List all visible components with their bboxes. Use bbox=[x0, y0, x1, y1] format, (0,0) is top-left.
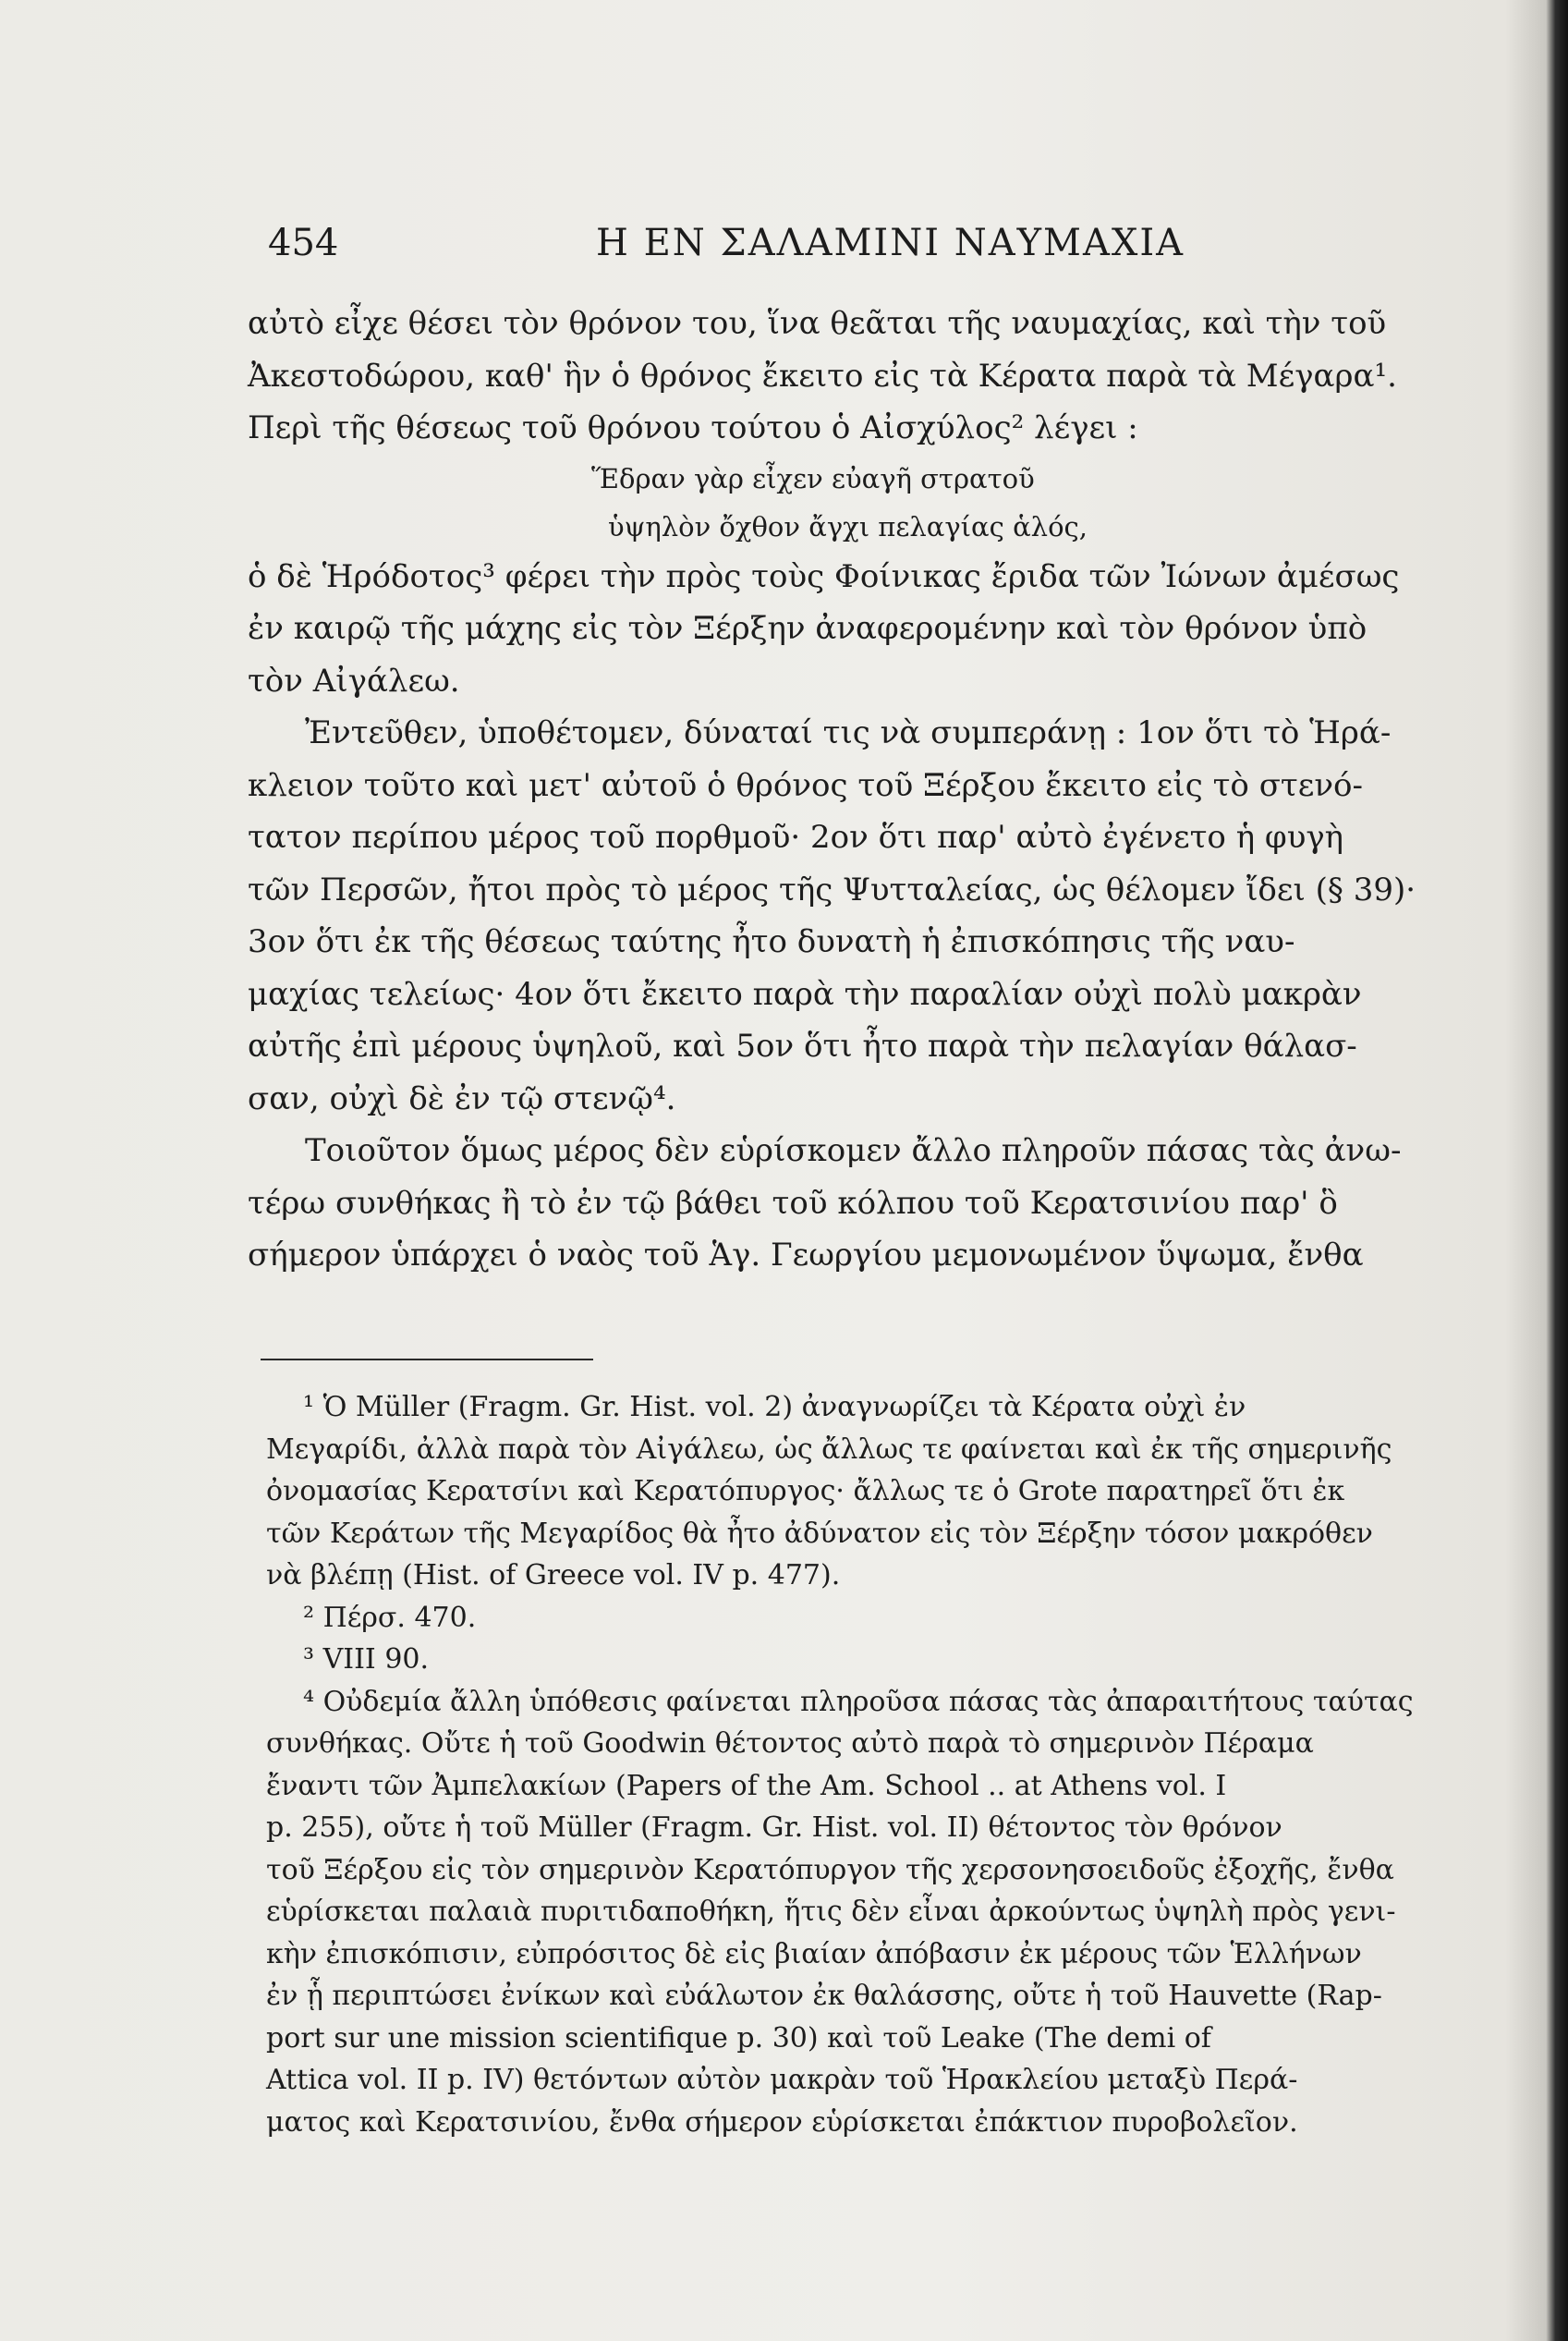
footnote-line: ¹ Ὁ Müller (Fragm. Gr. Hist. vol. 2) ἀναγνωρίζει τὰ Κέρατα οὐχὶ ἐν bbox=[303, 1391, 1246, 1423]
text-line: αὐτὸ εἶχε θέσει τὸν θρόνον του, ἵνα θεᾶται τῆς ναυμαχίας, καὶ τὴν τοῦ bbox=[248, 305, 1387, 342]
text-line: τῶν Περσῶν, ἤτοι πρὸς τὸ μέρος τῆς Ψυτταλείας, ὡς θέλομεν ἴδει (§ 39)· bbox=[248, 871, 1416, 908]
footnote-line: εὑρίσκεται παλαιὰ πυριτιδαποθήκη, ἥτις δὲν εἶναι ἀρκούντως ὑψηλὴ πρὸς γενι- bbox=[266, 1896, 1396, 1928]
footnote-line: ματος καὶ Κερατσινίου, ἔνθα σήμερον εὑρίσκεται ἐπάκτιον πυροβολεῖον. bbox=[266, 2105, 1298, 2139]
footnote-line: port sur une mission scientifique p. 30) καὶ τοῦ Leake (The demi of bbox=[266, 2021, 1211, 2054]
text-line: αὐτῆς ἐπὶ μέρους ὑψηλοῦ, καὶ 5ον ὅτι ἦτο παρὰ τὴν πελαγίαν θάλασ- bbox=[248, 1028, 1357, 1065]
footnote-line: ἐν ᾗ περιπτώσει ἐνίκων καὶ εὐάλωτον ἐκ θαλάσσης, οὔτε ἡ τοῦ Hauvette (Rap- bbox=[266, 1980, 1382, 2012]
text-line: κλειον τοῦτο καὶ μετ' αὐτοῦ ὁ θρόνος τοῦ Ξέρξου ἔκειτο εἰς τὸ στενό- bbox=[248, 766, 1363, 804]
text-line: σαν, οὐχὶ δὲ ἐν τῷ στενῷ⁴. bbox=[248, 1079, 676, 1117]
footnote-line: ὀνομασίας Κερατσίνι καὶ Κερατόπυργος· ἄλλως τε ὁ Grote παρατηρεῖ ὅτι ἐκ bbox=[266, 1475, 1345, 1507]
text-line: σήμερον ὑπάρχει ὁ ναὸς τοῦ Ἁγ. Γεωργίου μεμονωμένον ὕψωμα, ἔνθα bbox=[248, 1237, 1364, 1274]
footnote-line: νὰ βλέπῃ (Hist. of Greece vol. IV p. 477). bbox=[266, 1559, 841, 1591]
text-line: Τοιοῦτον ὅμως μέρος δὲν εὑρίσκομεν ἄλλο πληροῦν πάσας τὰς ἀνω- bbox=[305, 1132, 1402, 1169]
footnote-line: κὴν ἐπισκόπισιν, εὐπρόσιτος δὲ εἰς βιαίαν ἀπόβασιν ἐκ μέρους τῶν Ἑλλήνων bbox=[266, 1937, 1362, 1970]
footnotes bbox=[266, 1386, 1414, 2143]
text-line: Ἀκεστοδώρου, καθ' ἣν ὁ θρόνος ἔκειτο εἰς τὰ Κέρατα παρὰ τὰ Μέγαρα¹. bbox=[248, 357, 1397, 395]
verse-line: ὑψηλὸν ὄχθον ἄγχι πελαγίας ἁλός, bbox=[608, 510, 1088, 543]
footnote-line: ⁴ Οὐδεμία ἄλλη ὑπόθεσις φαίνεται πληροῦσα πάσας τὰς ἀπαραιτήτους ταύτας bbox=[303, 1685, 1414, 1718]
text-line: ἐν καιρῷ τῆς μάχης εἰς τὸν Ξέρξην ἀναφερομένην καὶ τὸν θρόνον ὑπὸ bbox=[248, 610, 1367, 647]
text-line: μαχίας τελείως· 4ον ὅτι ἔκειτο παρὰ τὴν παραλίαν οὐχὶ πολὺ μακρὰν bbox=[248, 975, 1362, 1013]
page-header bbox=[268, 222, 1358, 277]
page-number: 454 bbox=[268, 222, 339, 264]
text-line: ὁ δὲ Ἡρόδοτος³ φέρει τὴν πρὸς τοὺς Φοίνικας ἔριδα τῶν Ἰώνων ἀμέσως bbox=[248, 557, 1400, 595]
footnote-line: Attica vol. II p. IV) θετόντων αὐτὸν μακρὰν τοῦ Ἡρακλείου μεταξὺ Περά- bbox=[266, 2064, 1298, 2096]
running-title: Η ΕΝ ΣΑΛΑΜΙΝΙ ΝΑΥΜΑΧΙΑ bbox=[596, 222, 1185, 264]
footnote-line: συνθήκας. Οὔτε ἡ τοῦ Goodwin θέτοντος αὐτὸ παρὰ τὸ σημερινὸν Πέραμα bbox=[266, 1727, 1314, 1760]
footnote-line: ² Πέρσ. 470. bbox=[303, 1601, 477, 1634]
footnote-line: ἔναντι τῶν Ἀμπελακίων (Papers of the Am. School .. at Athens vol. I bbox=[266, 1769, 1227, 1802]
text-line: Περὶ τῆς θέσεως τοῦ θρόνου τούτου ὁ Αἰσχύλος² λέγει : bbox=[248, 409, 1138, 446]
text-line: τέρω συνθήκας ἢ τὸ ἐν τῷ βάθει τοῦ κόλπου τοῦ Κερατσινίου παρ' ὃ bbox=[248, 1184, 1338, 1222]
verse-line: Ἕδραν γὰρ εἶχεν εὐαγῆ στρατοῦ bbox=[591, 462, 1035, 494]
text-line: τατον περίπου μέρος τοῦ πορθμοῦ· 2ον ὅτι παρ' αὐτὸ ἐγένετο ἡ φυγὴ bbox=[248, 819, 1344, 856]
footnote-line: ³ VIII 90. bbox=[303, 1643, 430, 1676]
body-text bbox=[248, 298, 1416, 1282]
text-line: 3ον ὅτι ἐκ τῆς θέσεως ταύτης ἦτο δυνατὴ ἡ ἐπισκόπησις τῆς ναυ- bbox=[248, 923, 1295, 960]
footnote-line: Μεγαρίδι, ἀλλὰ παρὰ τὸν Αἰγάλεω, ὡς ἄλλως τε φαίνεται καὶ ἐκ τῆς σημερινῆς bbox=[266, 1433, 1392, 1466]
footnote-line: p. 255), οὔτε ἡ τοῦ Müller (Fragm. Gr. Hist. vol. II) θέτοντος τὸν θρόνον bbox=[266, 1811, 1282, 1844]
text-line: τὸν Αἰγάλεω. bbox=[248, 662, 460, 700]
footnote-line: τῶν Κεράτων τῆς Μεγαρίδος θὰ ἦτο ἀδύνατον εἰς τὸν Ξέρξην τόσον μακρόθεν bbox=[266, 1517, 1373, 1550]
text-line: Ἐντεῦθεν, ὑποθέτομεν, δύναταί τις νὰ συμπεράνῃ : 1ον ὅτι τὸ Ἡρά- bbox=[305, 714, 1392, 751]
footnote-line: τοῦ Ξέρξου εἰς τὸν σημερινὸν Κερατόπυργον τῆς χερσονησοειδοῦς ἐξοχῆς, ἔνθα bbox=[266, 1853, 1394, 1886]
footnote-divider bbox=[261, 1359, 593, 1360]
